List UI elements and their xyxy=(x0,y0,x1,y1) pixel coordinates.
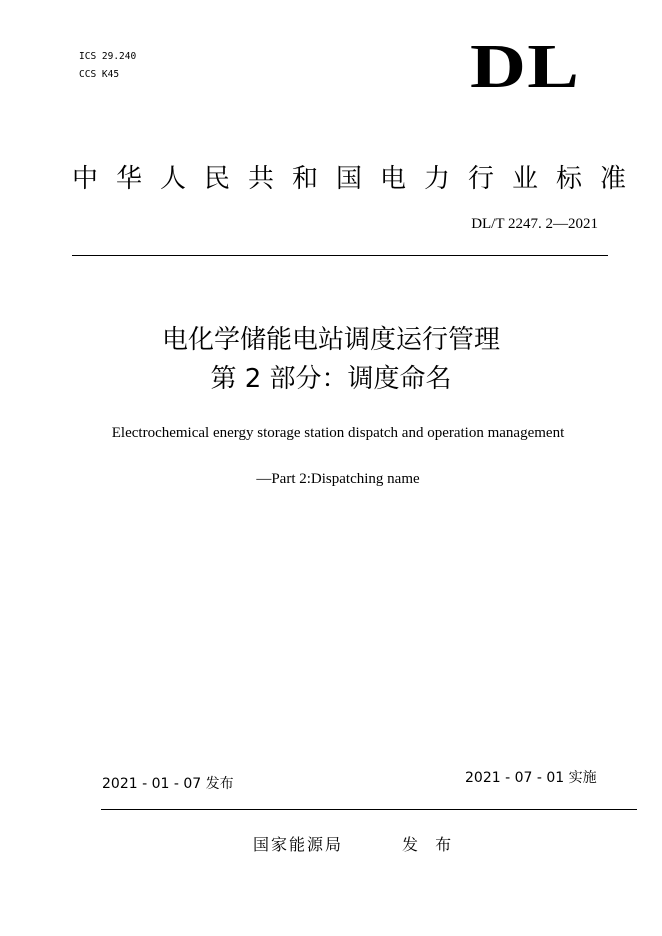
header-divider xyxy=(72,255,608,256)
issue-date: 2021 - 01 - 07 发布 xyxy=(102,776,234,792)
publisher-name: 国家能源局 xyxy=(253,835,344,854)
english-title-line-2: —Part 2:Dispatching name xyxy=(256,471,420,487)
english-title-line-1: Electrochemical energy storage station dispatch and operation management xyxy=(111,425,565,441)
standard-number: DL/T 2247. 2—2021 xyxy=(471,216,598,232)
ics-code: ICS 29.240 xyxy=(79,51,137,62)
footer-divider xyxy=(101,809,637,810)
publish-label: 发 布 xyxy=(402,835,458,854)
chinese-title-line-2: 第 2 部分：调度命名 xyxy=(210,364,452,394)
ccs-code: CCS K45 xyxy=(79,69,120,80)
chinese-title-line-1: 电化学储能电站调度运行管理 xyxy=(161,325,500,355)
dl-logo: DL xyxy=(470,33,581,101)
implementation-date: 2021 - 07 - 01 实施 xyxy=(465,770,597,786)
standard-category-title: 中华人民共和国电力行业标准 xyxy=(72,164,645,194)
